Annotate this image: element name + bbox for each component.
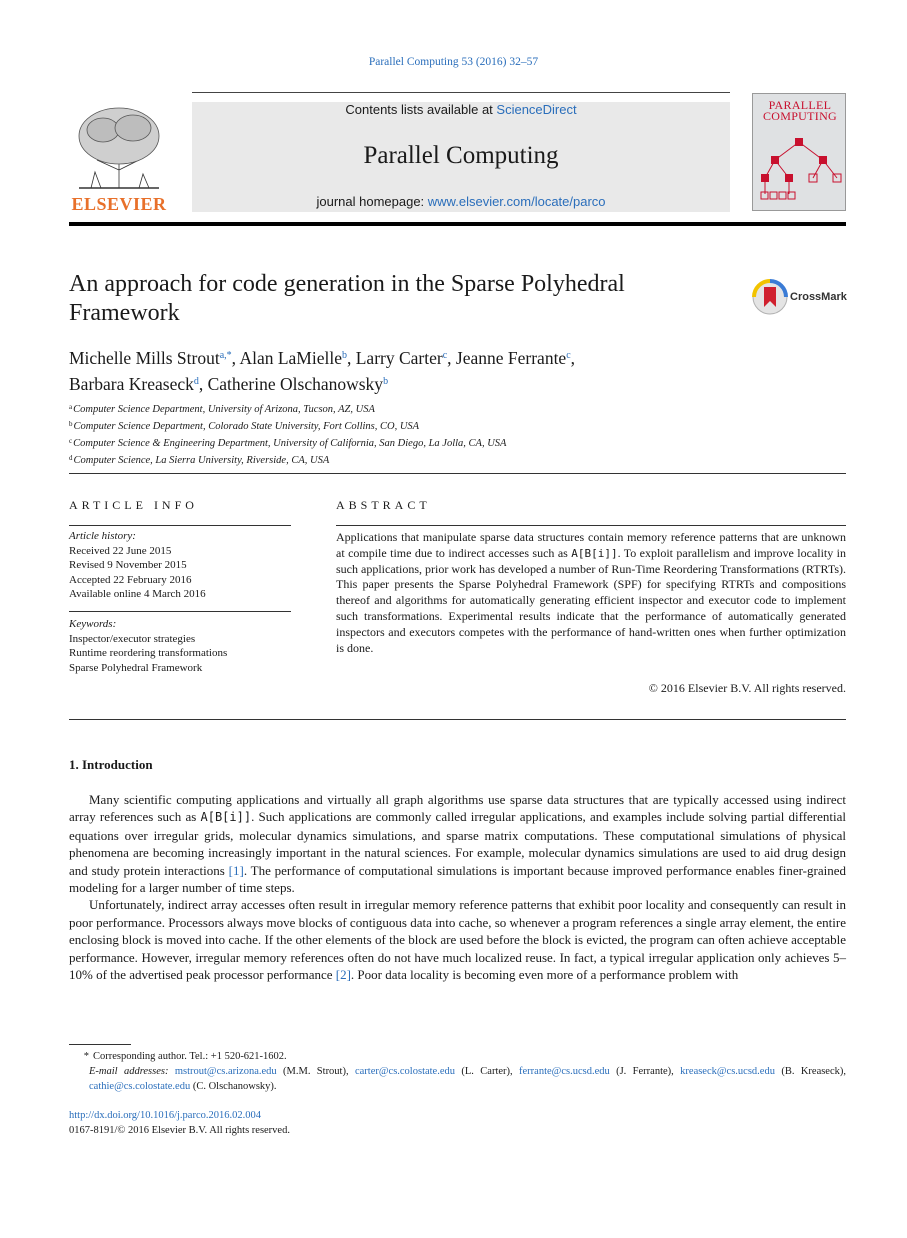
abstract-code: A[B[i]] (571, 546, 618, 560)
article-info-heading: ARTICLE INFO (69, 498, 198, 512)
introduction-body (69, 791, 846, 983)
corresponding-author-note (69, 1049, 846, 1064)
affiliation-text: Computer Science, La Sierra University, Riverside, CA, USA (73, 455, 330, 466)
author-list (69, 344, 846, 396)
divider (69, 525, 291, 526)
keywords-label: Keywords: (69, 618, 117, 630)
author-separator: , (570, 348, 576, 368)
cover-title: PARALLEL COMPUTING (762, 98, 838, 123)
affiliation-key: d (69, 454, 73, 462)
author-affiliation-mark[interactable]: c (442, 350, 448, 361)
history-item: Accepted 22 February 2016 (69, 573, 192, 586)
affiliation-key: c (69, 437, 73, 445)
affiliation-text: Computer Science & Engineering Department, University of California, San Diego, La Jolla, CA, USA (73, 438, 507, 449)
email-link[interactable]: carter@cs.colostate.edu (354, 1066, 456, 1077)
contents-line (192, 102, 730, 117)
keyword-item: Inspector/executor strategies (69, 632, 196, 645)
email-addresses (69, 1064, 846, 1094)
text: Many scientific computing applications and virtually all graph algorithms use sparse data structures that are typically accessed using indirect array references such as (69, 792, 846, 825)
author-affiliation-mark[interactable]: b (341, 350, 347, 361)
publisher-name: ELSEVIER (71, 194, 167, 214)
history-label: Article history: (69, 530, 136, 542)
text: . Such applications are commonly called irregular applications, and examples include solving partial differential equations over irregular grids, molecular dynamics simulations, and sparse matrix computations. These computational simulations of physical phenomena are becoming increasingly important in the natural sciences. For example, molecular dynamics simulations are used to aid drug design and study protein interactions (69, 809, 846, 878)
inline-code: A[B[i]] (200, 810, 252, 825)
affiliation (69, 400, 846, 417)
email-label: E-mail addresses: (89, 1066, 169, 1077)
doi-block (69, 1108, 846, 1138)
email-owner: (J. Ferrante), (609, 1066, 681, 1077)
doi-link[interactable]: http://dx.doi.org/10.1016/j.parco.2016.02.004 (69, 1110, 262, 1121)
sciencedirect-link[interactable]: ScienceDirect (496, 102, 577, 117)
crossmark-icon[interactable] (752, 279, 788, 315)
cover-tree-graphic (755, 132, 843, 210)
email-owner: (B. Kreaseck), (774, 1066, 847, 1077)
journal-citation[interactable]: Parallel Computing 53 (2016) 32–57 (368, 56, 539, 68)
paragraph (69, 896, 846, 983)
author-name: Alan LaMielle (239, 348, 342, 368)
text: . The performance of computational simulations is important because improved performance enables finer-grained modeling for a larger number of time steps. (69, 862, 846, 896)
history-item: Available online 4 March 2016 (69, 588, 206, 600)
author-separator: , (231, 348, 240, 368)
crossmark-label[interactable]: CrossMark (790, 291, 847, 303)
divider (69, 473, 846, 474)
keyword-item: Sparse Polyhedral Framework (69, 661, 203, 674)
author-affiliation-mark[interactable]: a,* (219, 350, 232, 361)
divider (336, 525, 846, 526)
footnote-mark: * (83, 1051, 89, 1062)
author-name: Michelle Mills Strout (69, 348, 220, 368)
divider (69, 719, 846, 720)
author-separator: , (198, 374, 208, 394)
abstract-text-part: . To exploit parallelism and improve locality in such applications, prior work has developed a number of Run-Time Reordering Transformations (RTRTs). This paper presents the Sparse Polyhedral Framework (SPF) for specifying RTRTs and compositions thereof and algorithms for automatically generating efficient inspector and executor code to implement such transformations. Experimental results indicate that the performance of automatically generated inspectors and executors competes with the performance of hand-written ones when further optimization is done. (336, 545, 846, 655)
email-link[interactable]: mstrout@cs.arizona.edu (174, 1066, 277, 1077)
text: . Poor data locality is becoming even more of a performance problem with (350, 967, 739, 983)
introduction-heading: 1. Introduction (69, 757, 153, 772)
affiliation (69, 434, 846, 451)
abstract-heading: ABSTRACT (336, 498, 431, 512)
paragraph (69, 791, 846, 896)
affiliation (69, 417, 846, 434)
citation-link[interactable]: [1] (228, 862, 244, 878)
author-affiliation-mark[interactable]: b (383, 376, 389, 387)
email-owner: (C. Olschanowsky). (190, 1081, 277, 1092)
history-item: Revised 9 November 2015 (69, 559, 187, 571)
affiliation-text: Computer Science Department, University of Arizona, Tucson, AZ, USA (73, 404, 375, 415)
email-owner: (M.M. Strout), (276, 1066, 355, 1077)
keywords (69, 617, 291, 675)
keyword-list (69, 632, 291, 676)
abstract-copyright: © 2016 Elsevier B.V. All rights reserved. (648, 681, 846, 695)
header-bottom-rule (69, 222, 846, 226)
abstract-text (336, 530, 846, 656)
keyword-item: Runtime reordering transformations (69, 647, 228, 659)
affiliation (69, 451, 846, 468)
author-separator: , (346, 348, 356, 368)
journal-cover (752, 93, 846, 211)
article-title: An approach for code generation in the Sparse Polyhedral Framework (69, 271, 625, 326)
author-affiliation-mark[interactable]: c (566, 350, 571, 361)
header-top-rule (192, 92, 730, 93)
text: Unfortunately, indirect array accesses often result in irregular memory reference patterns that exhibit poor locality and consequently can result in poor performance. Processors always move blocks of contiguous data into cache, so whenever a program references a single array element, the entire enclosing block is moved into cache. If the other elements of the block are used before the block is evicted, the program can often achieve acceptable performance. However, irregular memory references often do not have much localized reuse. In fact, a typical irregular application only achieves 5–10% of the advertised peak processor performance (69, 897, 846, 983)
citation-link[interactable]: [2] (335, 967, 351, 983)
affiliation-text: Computer Science Department, Colorado State University, Fort Collins, CO, USA (73, 421, 420, 432)
contents-prefix: Contents lists available at (345, 102, 497, 117)
author-name: Barbara Kreaseck (69, 374, 194, 394)
author-name: Catherine Olschanowsky (207, 374, 384, 394)
affiliation-list (69, 400, 846, 468)
email-link[interactable]: kreaseck@cs.ucsd.edu (680, 1066, 775, 1077)
affiliation-key: a (69, 403, 73, 411)
journal-title: Parallel Computing (363, 142, 559, 169)
corresponding-text: Corresponding author. Tel.: +1 520-621-1602. (93, 1051, 287, 1062)
email-link[interactable]: cathie@cs.colostate.edu (89, 1081, 191, 1092)
homepage-line (192, 194, 730, 209)
footnote-divider (69, 1044, 131, 1045)
author-affiliation-mark[interactable]: d (193, 376, 199, 387)
author-name: Jeanne Ferrante (455, 348, 567, 368)
abstract-text-part: Applications that manipulate sparse data structures contain memory reference patterns that are unknown at compile time due to indirect accesses such as (336, 530, 846, 560)
history-list (69, 544, 291, 602)
homepage-prefix: journal homepage: (316, 194, 428, 209)
author-name: Larry Carter (355, 348, 443, 368)
affiliation-key: b (69, 420, 73, 428)
footnotes (69, 1049, 846, 1094)
issn-line: 0167-8191/© 2016 Elsevier B.V. All rights reserved. (69, 1125, 290, 1136)
divider (69, 611, 291, 612)
homepage-link[interactable]: www.elsevier.com/locate/parco (427, 194, 606, 209)
article-history (69, 529, 291, 602)
author-separator: , (447, 348, 456, 368)
history-item: Received 22 June 2015 (69, 544, 172, 557)
email-owner: (L. Carter), (455, 1066, 520, 1077)
email-link[interactable]: ferrante@cs.ucsd.edu (519, 1066, 610, 1077)
